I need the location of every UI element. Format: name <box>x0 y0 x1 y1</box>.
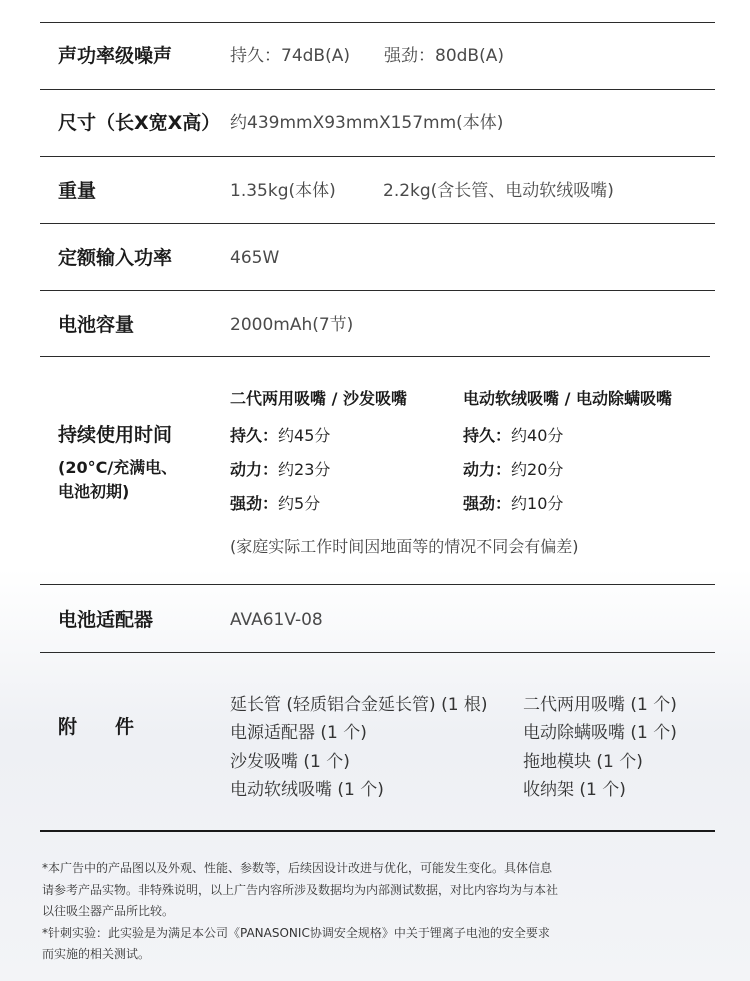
accessory-item: 沙发吸嘴 (1 个) <box>230 752 350 772</box>
footnote-line: *针刺实验：此实验是为满足本公司《PANASONIC协调安全规格》中关于锂离子电池的安全要求 <box>42 925 550 940</box>
mode-name: 强劲： <box>463 494 512 513</box>
noise-value-strong: 强劲：80dB(A) <box>384 46 504 66</box>
footnote-line: 请参考产品实物。非特殊说明，以上广告内容所涉及数据均为内部测试数据，对比内容均为与本社 <box>42 882 559 897</box>
size-label: 尺寸（长X宽X高） <box>58 112 221 134</box>
divider <box>40 652 715 653</box>
mode-time: 约45分 <box>278 426 331 445</box>
divider <box>40 290 715 291</box>
mode-name: 强劲： <box>230 494 279 513</box>
adapter-label: 电池适配器 <box>58 609 154 631</box>
runtime-note-2: 电池初期) <box>58 482 130 501</box>
runtime-mode-row <box>230 423 330 449</box>
accessory-item: 电动软绒吸嘴 (1 个) <box>230 780 384 800</box>
runtime-mode-row <box>463 423 563 449</box>
mode-name: 持久： <box>230 426 279 445</box>
weight-value-body: 1.35kg(本体) <box>230 181 336 201</box>
divider-bottom <box>40 830 715 832</box>
footnote-line: 以往吸尘器产品所比较。 <box>42 904 175 918</box>
runtime-mode-row <box>463 457 563 483</box>
accessory-item: 延长管 (轻质铝合金延长管) (1 根) <box>230 695 488 715</box>
accessory-item: 电源适配器 (1 个) <box>230 723 367 743</box>
mode-name: 动力： <box>463 460 512 479</box>
footnotes <box>42 858 642 966</box>
mode-time: 约40分 <box>511 426 564 445</box>
adapter-value: AVA61V-08 <box>230 610 323 630</box>
mode-time: 约23分 <box>278 460 331 479</box>
footnote-line: 而实施的相关测试。 <box>42 947 151 961</box>
battery-value: 2000mAh(7节) <box>230 315 354 335</box>
weight-value-full: 2.2kg(含长管、电动软绒吸嘴) <box>383 181 614 201</box>
divider <box>40 223 715 224</box>
runtime-mode-row <box>230 491 320 517</box>
size-value: 约439mmX93mmX157mm(本体) <box>230 113 504 133</box>
mode-name: 持久： <box>463 426 512 445</box>
power-value: 465W <box>230 248 280 268</box>
divider <box>40 89 715 90</box>
mode-time: 约5分 <box>278 494 321 513</box>
battery-label: 电池容量 <box>58 314 135 336</box>
runtime-col1-header: 二代两用吸嘴 / 沙发吸嘴 <box>230 389 407 408</box>
runtime-note-1: (20°C/充满电、 <box>58 458 178 477</box>
divider <box>40 356 710 357</box>
accessory-item: 二代两用吸嘴 (1 个) <box>523 695 677 715</box>
runtime-note: (家庭实际工作时间因地面等的情况不同会有偏差) <box>230 537 579 556</box>
accessory-item: 电动除螨吸嘴 (1 个) <box>523 723 677 743</box>
mode-name: 动力： <box>230 460 279 479</box>
weight-label: 重量 <box>58 180 97 202</box>
footnote-line: *本广告中的产品图以及外观、性能、参数等，后续因设计改进与优化，可能发生变化。具体信息 <box>42 861 553 875</box>
divider-top <box>40 22 715 23</box>
runtime-label: 持续使用时间 <box>58 424 173 446</box>
accessory-item: 拖地模块 (1 个) <box>523 752 643 772</box>
mode-time: 约20分 <box>511 460 564 479</box>
divider <box>40 156 715 157</box>
power-label: 定额输入功率 <box>58 247 173 269</box>
mode-time: 约10分 <box>511 494 564 513</box>
accessory-item: 收纳架 (1 个) <box>523 780 626 800</box>
noise-value-endurance: 持久：74dB(A) <box>230 46 350 66</box>
divider <box>40 584 715 585</box>
accessories-label: 附 件 <box>58 716 135 738</box>
noise-label: 声功率级噪声 <box>58 45 173 67</box>
runtime-mode-row <box>463 491 563 517</box>
runtime-mode-row <box>230 457 330 483</box>
runtime-col2-header: 电动软绒吸嘴 / 电动除螨吸嘴 <box>463 389 672 408</box>
